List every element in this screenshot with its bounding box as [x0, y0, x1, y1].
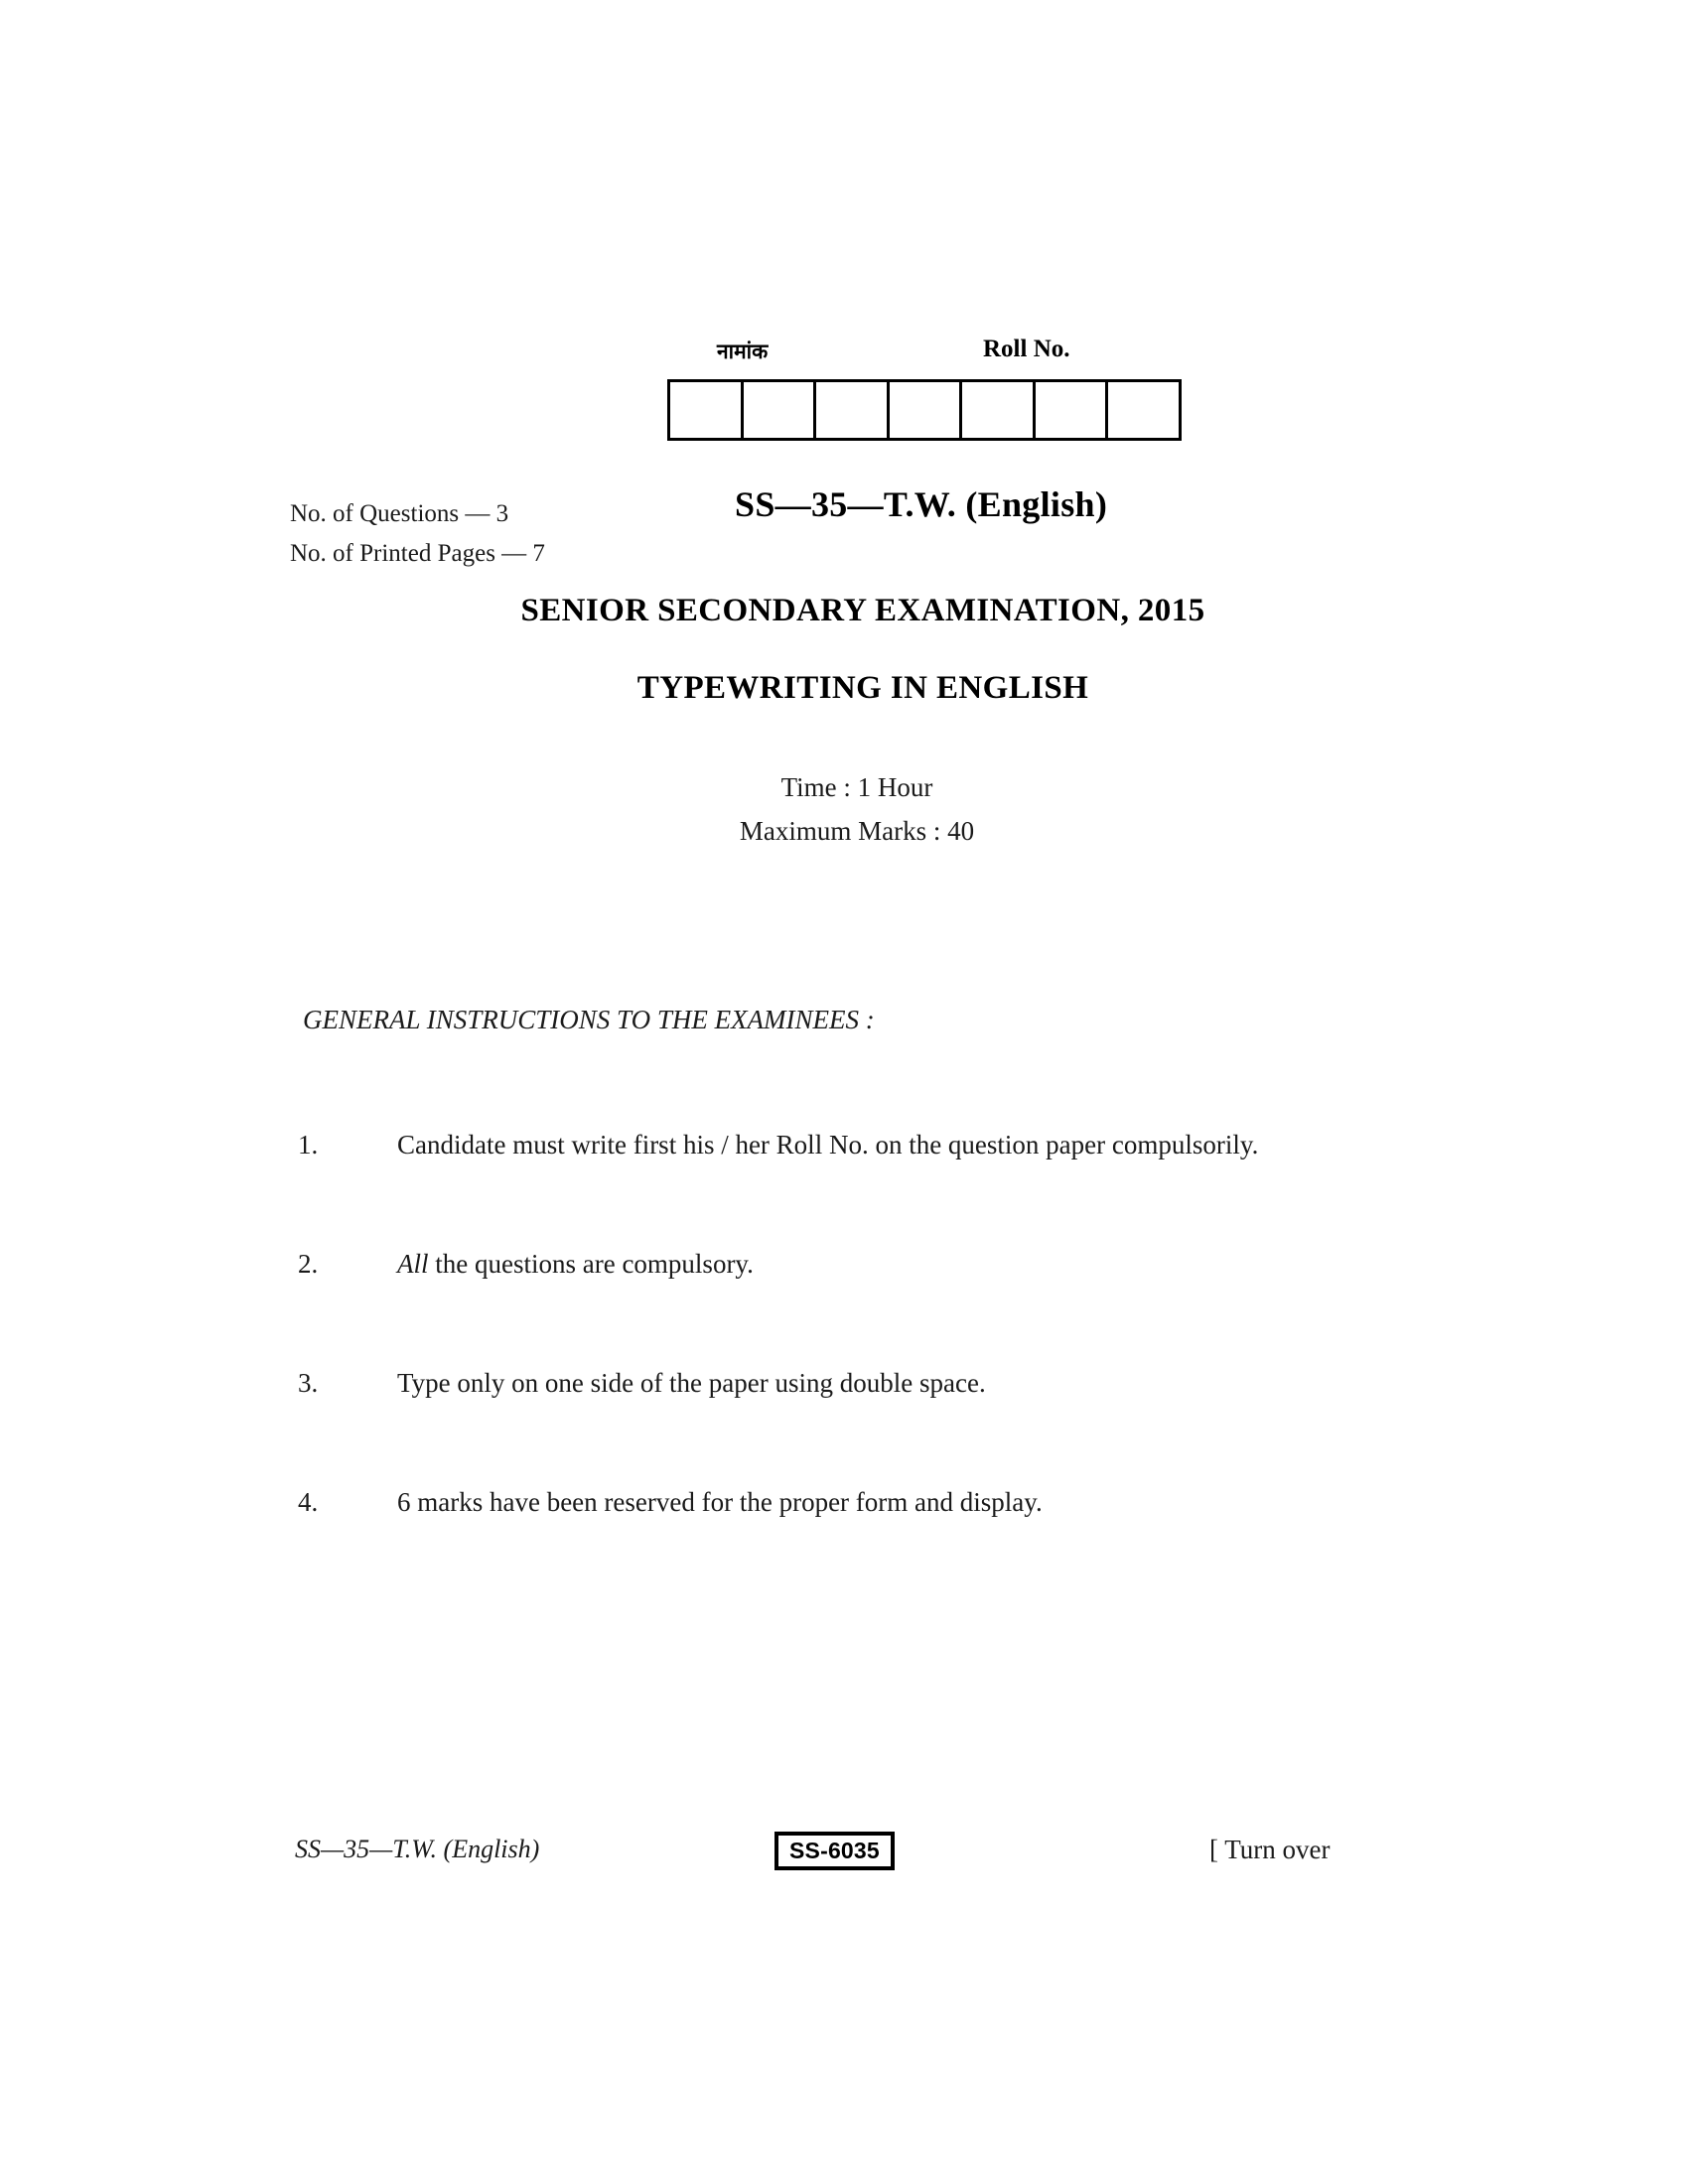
instruction-number: 1.	[298, 1130, 319, 1160]
header-meta	[290, 494, 545, 574]
roll-number-cell[interactable]	[962, 382, 1036, 438]
instruction-text-rest: the questions are compulsory.	[428, 1249, 754, 1279]
instruction-number: 4.	[298, 1487, 319, 1517]
instruction-text: 6 marks have been reserved for the proper form and display.	[397, 1487, 1043, 1517]
roll-number-cell[interactable]	[1108, 382, 1182, 438]
roll-number-label-english: Roll No.	[983, 336, 1070, 362]
exam-time: Time : 1 Hour	[780, 772, 933, 802]
roll-number-cell[interactable]	[670, 382, 744, 438]
roll-number-cell[interactable]	[1036, 382, 1109, 438]
roll-number-labels	[667, 338, 1182, 379]
roll-number-cell[interactable]	[890, 382, 963, 438]
roll-number-block	[667, 338, 1182, 441]
no-of-questions: No. of Questions — 3	[290, 500, 509, 527]
instruction-item	[298, 1223, 1390, 1304]
instructions-heading: GENERAL INSTRUCTIONS TO THE EXAMINEES :	[303, 1005, 875, 1034]
instruction-item	[298, 1104, 1390, 1185]
instruction-item	[298, 1461, 1390, 1543]
instruction-number: 2.	[298, 1249, 319, 1279]
no-of-printed-pages: No. of Printed Pages — 7	[290, 540, 545, 567]
instruction-item	[298, 1342, 1390, 1424]
instruction-number: 3.	[298, 1368, 319, 1398]
instruction-text	[397, 1223, 1390, 1304]
exam-maximum-marks: Maximum Marks : 40	[739, 816, 975, 846]
instruction-text: Candidate must write first his / her Roll No. on the question paper compulsorily.	[397, 1130, 1259, 1160]
roll-number-label-hindi: नामांक	[717, 340, 769, 363]
footer-turn-over: [ Turn over	[1209, 1835, 1331, 1864]
examination-title: SENIOR SECONDARY EXAMINATION, 2015	[520, 593, 1205, 628]
roll-number-cell[interactable]	[744, 382, 817, 438]
roll-number-cell[interactable]	[816, 382, 890, 438]
subject-title: TYPEWRITING IN ENGLISH	[636, 670, 1089, 706]
instruction-emphasis: All	[397, 1249, 429, 1279]
footer-code-box: SS-6035	[774, 1832, 895, 1870]
paper-code-header: SS—35—T.W. (English)	[735, 484, 1108, 524]
roll-number-grid[interactable]	[667, 379, 1182, 441]
footer-paper-code: SS—35—T.W. (English)	[295, 1835, 540, 1863]
instructions-list	[298, 1104, 1390, 1580]
instruction-text: Type only on one side of the paper using double space.	[397, 1368, 986, 1398]
